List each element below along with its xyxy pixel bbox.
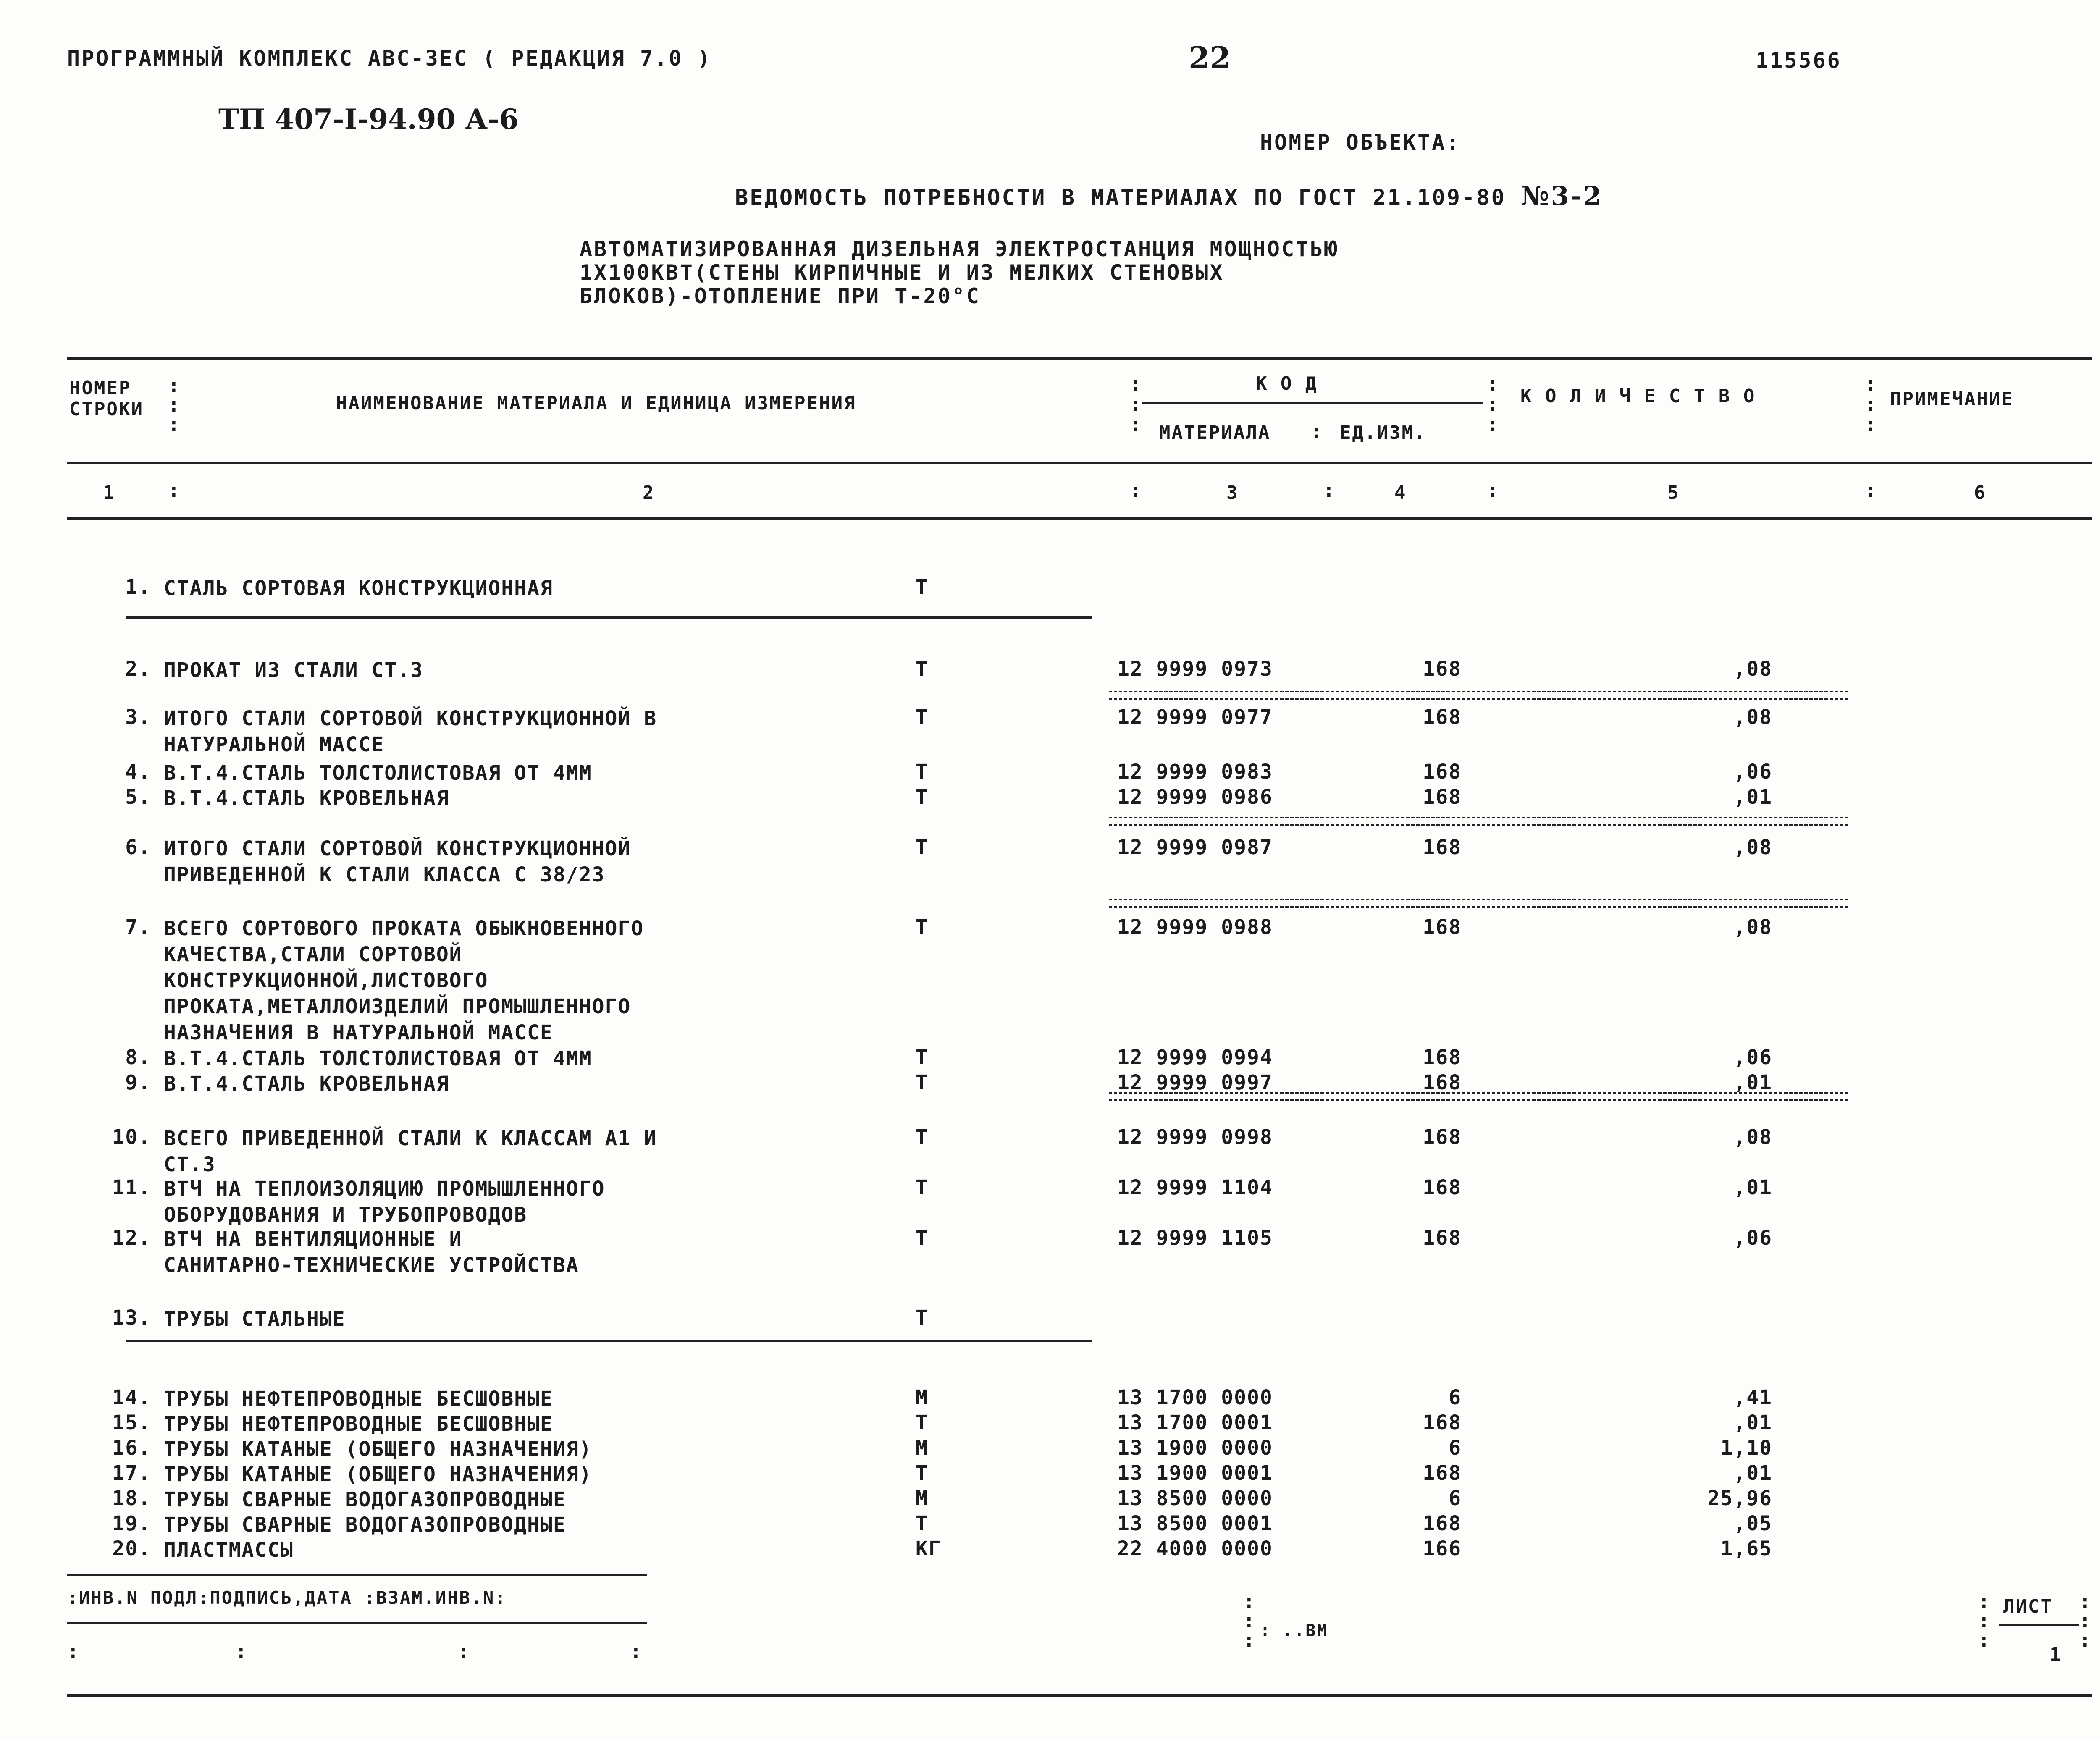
row-number: 17. xyxy=(112,1461,151,1485)
quantity: ,01 xyxy=(1733,1071,1772,1094)
material-name-line: В.Т.4.СТАЛЬ ТОЛСТОЛИСТОВАЯ ОТ 4ММ xyxy=(164,1047,592,1070)
quantity: ,06 xyxy=(1733,760,1772,784)
material-name xyxy=(164,1306,346,1332)
material-name xyxy=(164,1487,566,1513)
material-code: 12 9999 1104 xyxy=(1117,1176,1273,1199)
material-code: 13 1700 0001 xyxy=(1117,1411,1273,1435)
column-header-code: К О Д xyxy=(1256,373,1318,394)
document-title xyxy=(735,181,1603,211)
material-code: 13 8500 0001 xyxy=(1117,1512,1273,1535)
total-separator xyxy=(1109,691,1848,700)
unit-code: 168 xyxy=(1423,706,1462,729)
quantity: ,08 xyxy=(1733,836,1772,859)
unit: Т xyxy=(916,1071,929,1094)
material-name-line: ВТЧ НА ВЕНТИЛЯЦИОННЫЕ И xyxy=(164,1228,462,1251)
unit-code: 168 xyxy=(1423,657,1462,681)
unit-code: 168 xyxy=(1423,836,1462,859)
material-name-line: ВТЧ НА ТЕПЛОИЗОЛЯЦИЮ ПРОМЫШЛЕННОГО xyxy=(164,1177,605,1201)
quantity: ,01 xyxy=(1733,1176,1772,1199)
material-name xyxy=(164,1071,449,1097)
sheet-divider xyxy=(1999,1624,2079,1626)
section-underline xyxy=(126,616,1092,619)
material-name-line: ТРУБЫ СТАЛЬНЫЕ xyxy=(164,1307,346,1331)
quantity: ,01 xyxy=(1733,1411,1772,1435)
material-code: 12 9999 0997 xyxy=(1117,1071,1273,1094)
column-number: 4 xyxy=(1394,482,1407,504)
column-header-line: НОМЕР xyxy=(69,378,131,399)
material-name-line: ТРУБЫ СВАРНЫЕ ВОДОГАЗОПРОВОДНЫЕ xyxy=(164,1513,566,1537)
unit-code: 168 xyxy=(1423,1411,1462,1435)
unit: Т xyxy=(916,1512,929,1535)
material-name-line: ПЛАСТМАССЫ xyxy=(164,1538,294,1562)
header-divider-line xyxy=(67,462,2092,464)
material-name xyxy=(164,1461,592,1487)
unit-code: 168 xyxy=(1423,785,1462,809)
material-name xyxy=(164,785,449,811)
quantity: ,06 xyxy=(1733,1046,1772,1069)
row-number: 9. xyxy=(125,1071,151,1094)
column-number: 2 xyxy=(643,482,655,504)
material-name-line: ПРИВЕДЕННОЙ К СТАЛИ КЛАССА С 38/23 xyxy=(164,863,605,887)
unit: Т xyxy=(916,1411,929,1435)
material-name-line: ТРУБЫ НЕФТЕПРОВОДНЫЕ БЕСШОВНЫЕ xyxy=(164,1412,553,1436)
column-separator: : xyxy=(168,479,180,501)
material-name-line: ТРУБЫ НЕФТЕПРОВОДНЫЕ БЕСШОВНЫЕ xyxy=(164,1387,553,1411)
unit: Т xyxy=(916,915,929,939)
material-name-line: СТ.3 xyxy=(164,1153,216,1176)
material-name-line: ВСЕГО СОРТОВОГО ПРОКАТА ОБЫКНОВЕННОГО xyxy=(164,917,644,940)
column-header-row-number xyxy=(69,378,144,420)
quantity: ,01 xyxy=(1733,785,1772,809)
material-code: 22 4000 0000 xyxy=(1117,1537,1273,1561)
quantity: ,08 xyxy=(1733,1125,1772,1149)
material-name-line: В.Т.4.СТАЛЬ КРОВЕЛЬНАЯ xyxy=(164,1072,449,1096)
column-number: 6 xyxy=(1974,482,1987,504)
material-code: 12 9999 0988 xyxy=(1117,915,1273,939)
material-name xyxy=(164,1046,592,1072)
material-name-line: ТРУБЫ КАТАНЫЕ (ОБЩЕГО НАЗНАЧЕНИЯ) xyxy=(164,1463,592,1486)
column-separator: : xyxy=(1323,479,1335,501)
material-code: 12 9999 0973 xyxy=(1117,657,1273,681)
page-number: 22 xyxy=(1189,40,1231,76)
material-name xyxy=(164,1386,553,1412)
project-code: ТП 407-I-94.90 А-6 xyxy=(218,103,519,136)
quantity: ,08 xyxy=(1733,657,1772,681)
row-number: 2. xyxy=(125,657,151,681)
unit-code: 6 xyxy=(1449,1436,1462,1460)
material-name-line: ТРУБЫ КАТАНЫЕ (ОБЩЕГО НАЗНАЧЕНИЯ) xyxy=(164,1437,592,1461)
unit-code: 6 xyxy=(1449,1487,1462,1510)
column-separator: : xyxy=(1487,479,1499,501)
row-number: 6. xyxy=(125,836,151,859)
quantity: 25,96 xyxy=(1707,1487,1772,1510)
unit: Т xyxy=(916,760,929,784)
row-number: 15. xyxy=(112,1411,151,1435)
quantity: ,08 xyxy=(1733,706,1772,729)
row-number: 11. xyxy=(112,1176,151,1199)
footer-mark: : ..ВМ xyxy=(1260,1621,1328,1640)
quantity: 1,65 xyxy=(1720,1537,1772,1561)
unit-code: 168 xyxy=(1423,1512,1462,1535)
stamp-separator: : xyxy=(67,1640,79,1663)
total-separator xyxy=(1109,1092,1848,1101)
material-name xyxy=(164,1512,566,1538)
sheet-separator: : : : xyxy=(1978,1590,1990,1651)
sheet-number: 1 xyxy=(2050,1644,2062,1666)
row-number: 5. xyxy=(125,785,151,809)
stamp-separator: : xyxy=(458,1640,470,1663)
unit: М xyxy=(916,1487,929,1510)
material-name xyxy=(164,575,553,601)
material-name xyxy=(164,915,644,1046)
material-code: 12 9999 1105 xyxy=(1117,1226,1273,1250)
material-name-line: ВСЕГО ПРИВЕДЕННОЙ СТАЛИ К КЛАССАМ А1 И xyxy=(164,1127,657,1150)
quantity: ,01 xyxy=(1733,1461,1772,1485)
row-number: 20. xyxy=(112,1537,151,1561)
program-name: ПРОГРАММНЫЙ КОМПЛЕКС АВС-ЗЕС ( РЕДАКЦИЯ 7.0 ) xyxy=(67,46,712,71)
material-name xyxy=(164,1176,605,1228)
unit-code: 168 xyxy=(1423,915,1462,939)
row-number: 19. xyxy=(112,1512,151,1535)
unit: Т xyxy=(916,1461,929,1485)
quantity: ,05 xyxy=(1733,1512,1772,1535)
unit: Т xyxy=(916,1125,929,1149)
material-code: 12 9999 0986 xyxy=(1117,785,1273,809)
column-separator: : : : xyxy=(1130,372,1142,435)
unit: Т xyxy=(916,1226,929,1250)
unit: Т xyxy=(916,1306,929,1330)
material-name-line: ТРУБЫ СВАРНЫЕ ВОДОГАЗОПРОВОДНЫЕ xyxy=(164,1488,566,1511)
material-name-line: ПРОКАТ ИЗ СТАЛИ СТ.3 xyxy=(164,658,423,682)
unit-code: 168 xyxy=(1423,1071,1462,1094)
stamp-separator: : xyxy=(235,1640,247,1663)
material-code: 12 9999 0998 xyxy=(1117,1125,1273,1149)
column-separator: : xyxy=(1310,420,1322,443)
quantity: ,08 xyxy=(1733,915,1772,939)
unit-code: 168 xyxy=(1423,1461,1462,1485)
unit-code: 168 xyxy=(1423,1125,1462,1149)
material-name-line: ИТОГО СТАЛИ СОРТОВОЙ КОНСТРУКЦИОННОЙ В xyxy=(164,707,657,730)
material-name-line: В.Т.4.СТАЛЬ ТОЛСТОЛИСТОВАЯ ОТ 4ММ xyxy=(164,761,592,785)
unit-code: 166 xyxy=(1423,1537,1462,1561)
material-code: 13 1700 0000 xyxy=(1117,1386,1273,1409)
material-name xyxy=(164,1125,657,1178)
sheet-separator: : : : xyxy=(2079,1590,2091,1651)
footer-line xyxy=(67,1622,647,1624)
section-underline xyxy=(126,1340,1092,1342)
subtitle-line: 1Х100КВТ(СТЕНЫ КИРПИЧНЫЕ И ИЗ МЕЛКИХ СТЕНОВЫХ xyxy=(580,260,1224,285)
row-number: 18. xyxy=(112,1487,151,1510)
unit: М xyxy=(916,1436,929,1460)
stamp-separator: : xyxy=(630,1640,642,1663)
row-number: 16. xyxy=(112,1436,151,1460)
footer-stamp: :ИНВ.N ПОДЛ:ПОДПИСЬ,ДАТА :ВЗАМ.ИНВ.N: xyxy=(67,1587,507,1608)
row-number: 4. xyxy=(125,760,151,784)
material-name-line: ИТОГО СТАЛИ СОРТОВОЙ КОНСТРУКЦИОННОЙ xyxy=(164,837,631,860)
footer-separator: : : : xyxy=(1243,1590,1255,1651)
unit: Т xyxy=(916,1046,929,1069)
unit-code: 168 xyxy=(1423,1176,1462,1199)
row-number: 7. xyxy=(125,915,151,939)
column-numbers-line xyxy=(67,517,2092,520)
column-separator: : xyxy=(1865,479,1877,501)
material-name-line: КОНСТРУКЦИОННОЙ,ЛИСТОВОГО xyxy=(164,969,488,992)
total-separator xyxy=(1109,899,1848,908)
unit: Т xyxy=(916,1176,929,1199)
document-subtitle xyxy=(580,237,1339,308)
quantity: ,06 xyxy=(1733,1226,1772,1250)
table-top-line xyxy=(67,357,2092,360)
unit-code: 6 xyxy=(1449,1386,1462,1409)
column-header-name: НАИМЕНОВАНИЕ МАТЕРИАЛА И ЕДИНИЦА ИЗМЕРЕНИЯ xyxy=(336,393,856,414)
unit-code: 168 xyxy=(1423,1046,1462,1069)
unit: Т xyxy=(916,785,929,809)
row-number: 13. xyxy=(112,1306,151,1330)
row-number: 14. xyxy=(112,1386,151,1409)
column-separator: : : : xyxy=(168,374,180,435)
material-name-line: НАТУРАЛЬНОЙ МАССЕ xyxy=(164,733,385,756)
material-code: 12 9999 0994 xyxy=(1117,1046,1273,1069)
unit-code: 168 xyxy=(1423,1226,1462,1250)
column-header-note: ПРИМЕЧАНИЕ xyxy=(1890,388,2014,410)
total-separator xyxy=(1109,817,1848,826)
quantity: ,41 xyxy=(1733,1386,1772,1409)
material-code: 12 9999 0987 xyxy=(1117,836,1273,859)
material-name xyxy=(164,657,423,683)
column-header-material-code: МАТЕРИАЛА xyxy=(1159,422,1271,443)
unit-code: 168 xyxy=(1423,760,1462,784)
material-name xyxy=(164,1436,592,1462)
material-name-line: ПРОКАТА,МЕТАЛЛОИЗДЕЛИЙ ПРОМЫШЛЕННОГО xyxy=(164,995,631,1018)
quantity: 1,10 xyxy=(1720,1436,1772,1460)
material-name xyxy=(164,760,592,786)
unit: КГ xyxy=(916,1537,942,1561)
page-bottom-line xyxy=(67,1694,2092,1697)
column-separator: : : : xyxy=(1487,372,1499,435)
material-name xyxy=(164,836,631,888)
column-header-quantity: К О Л И Ч Е С Т В О xyxy=(1520,386,1756,407)
material-name-line: В.Т.4.СТАЛЬ КРОВЕЛЬНАЯ xyxy=(164,787,449,810)
column-separator: : xyxy=(1130,479,1142,501)
column-header-line: СТРОКИ xyxy=(69,399,144,420)
subtitle-line: АВТОМАТИЗИРОВАННАЯ ДИЗЕЛЬНАЯ ЭЛЕКТРОСТАНЦИЯ МОЩНОСТЬЮ xyxy=(580,237,1339,261)
material-name-line: САНИТАРНО-ТЕХНИЧЕСКИЕ УСТРОЙСТВА xyxy=(164,1254,579,1277)
material-name-line: НАЗНАЧЕНИЯ В НАТУРАЛЬНОЙ МАССЕ xyxy=(164,1021,553,1044)
column-number: 5 xyxy=(1667,482,1680,504)
title-suffix: №3-2 xyxy=(1521,181,1603,211)
material-name xyxy=(164,1226,579,1278)
material-code: 13 1900 0000 xyxy=(1117,1436,1273,1460)
sheet-label: ЛИСТ xyxy=(2003,1596,2053,1617)
material-name-line: СТАЛЬ СОРТОВАЯ КОНСТРУКЦИОННАЯ xyxy=(164,577,553,600)
object-number-label: НОМЕР ОБЪЕКТА: xyxy=(1260,130,1461,155)
subtitle-line: БЛОКОВ)-ОТОПЛЕНИЕ ПРИ Т-20°С xyxy=(580,284,981,308)
material-name-line: КАЧЕСТВА,СТАЛИ СОРТОВОЙ xyxy=(164,943,462,966)
unit: Т xyxy=(916,836,929,859)
unit: Т xyxy=(916,706,929,729)
column-header-unit-code: ЕД.ИЗМ. xyxy=(1340,422,1427,443)
material-code: 12 9999 0977 xyxy=(1117,706,1273,729)
column-number: 1 xyxy=(103,482,116,504)
document-number: 115566 xyxy=(1756,48,1842,73)
code-underline xyxy=(1142,402,1483,404)
material-name xyxy=(164,1411,553,1437)
material-code: 13 8500 0000 xyxy=(1117,1487,1273,1510)
row-number: 8. xyxy=(125,1046,151,1069)
unit: Т xyxy=(916,657,929,681)
column-number: 3 xyxy=(1226,482,1239,504)
row-number: 10. xyxy=(112,1125,151,1149)
unit: М xyxy=(916,1386,929,1409)
row-number: 3. xyxy=(125,706,151,729)
material-name-line: ОБОРУДОВАНИЯ И ТРУБОПРОВОДОВ xyxy=(164,1203,528,1227)
material-name xyxy=(164,706,657,758)
material-code: 12 9999 0983 xyxy=(1117,760,1273,784)
material-code: 13 1900 0001 xyxy=(1117,1461,1273,1485)
column-separator: : : : xyxy=(1865,372,1877,435)
footer-line xyxy=(67,1574,647,1576)
title-text: ВЕДОМОСТЬ ПОТРЕБНОСТИ В МАТЕРИАЛАХ ПО ГОСТ 21.109-80 xyxy=(735,185,1506,210)
row-number: 12. xyxy=(112,1226,151,1250)
unit: Т xyxy=(916,575,929,599)
row-number: 1. xyxy=(125,575,151,599)
material-name xyxy=(164,1537,294,1563)
